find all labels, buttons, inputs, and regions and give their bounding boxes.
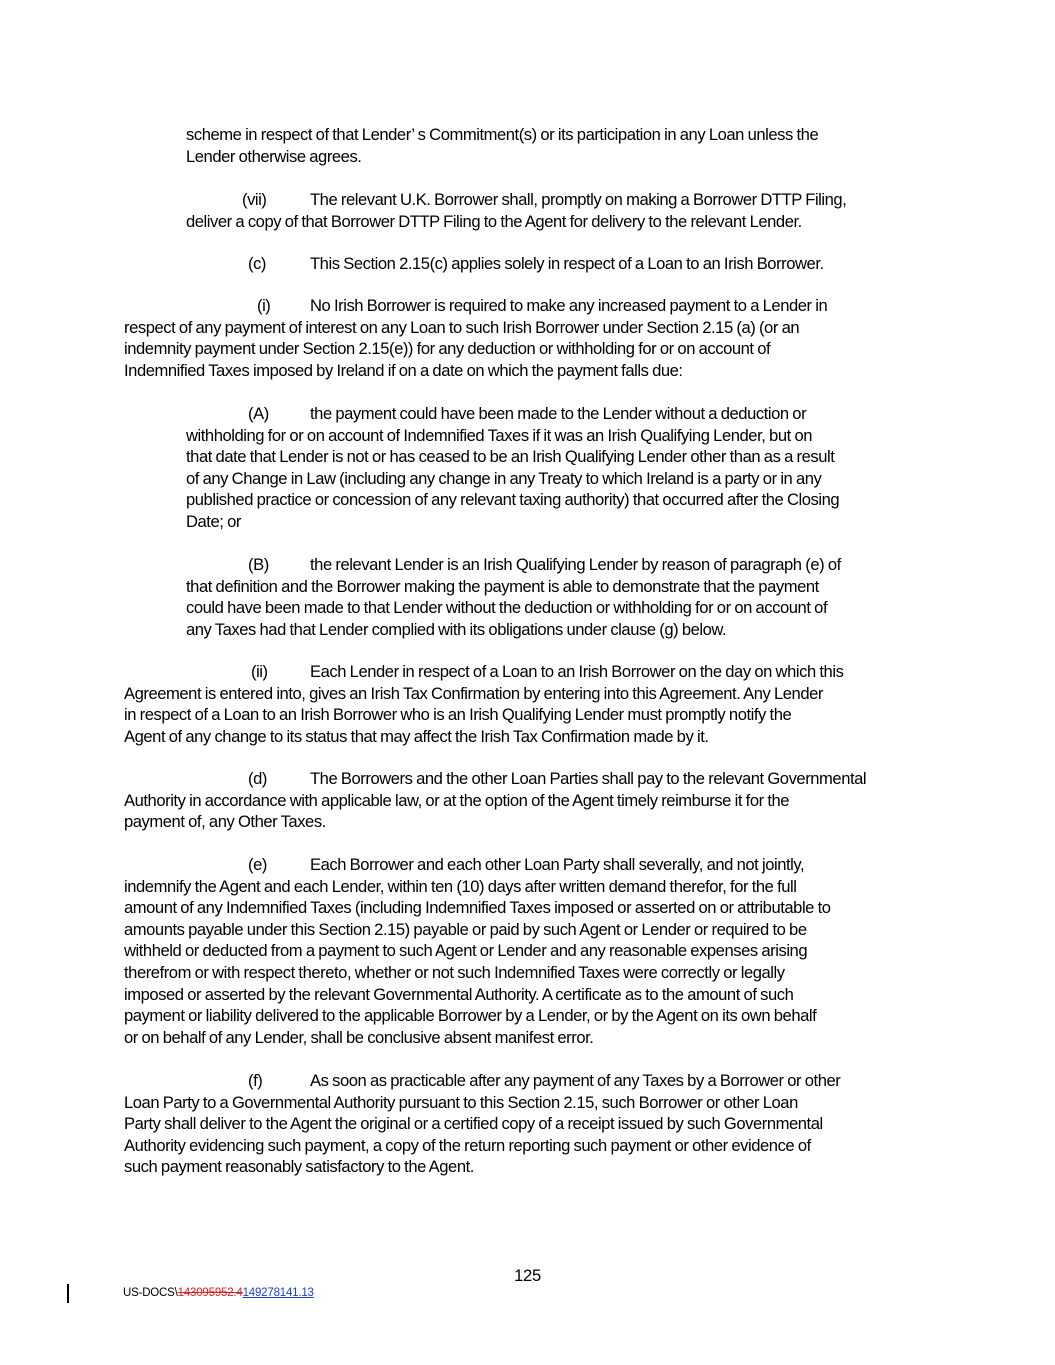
text-line: the payment could have been made to the Lender without a deduction or	[310, 404, 807, 423]
text-line: payment of, any Other Taxes.	[124, 812, 326, 832]
text-line: scheme in respect of that Lender’ s Commitment(s) or its participation in any Loan unless the	[186, 125, 819, 144]
text-line: Each Lender in respect of a Loan to an Irish Borrower on the day on which this	[310, 662, 844, 681]
text-line: or on behalf of any Lender, shall be conclusive absent manifest error.	[124, 1027, 594, 1047]
text-line: Agreement is entered into, gives an Irish Tax Confirmation by entering into this Agreement. Any Lender	[124, 683, 823, 703]
page-number: 125	[514, 1266, 541, 1285]
text-line: withheld or deducted from a payment to such Agent or Lender and any reasonable expenses arising	[124, 941, 808, 961]
text-line: Lender otherwise agrees.	[186, 146, 362, 166]
text-line: the relevant Lender is an Irish Qualifying Lender by reason of paragraph (e) of	[310, 555, 841, 574]
text-line: that definition and the Borrower making the payment is able to demonstrate that the payment	[186, 576, 819, 596]
document-id-inserted: 149278141.13	[242, 1287, 314, 1299]
text-line: amount of any Indemnified Taxes (including Indemnified Taxes imposed or asserted on or attributable to	[124, 898, 831, 918]
text-line: of any Change in Law (including any change in any Treaty to which Ireland is a party or in any	[186, 468, 822, 488]
clause-marker-e: (e)	[248, 855, 267, 874]
clause-marker-f: (f)	[248, 1071, 263, 1090]
text-line: indemnity payment under Section 2.15(e)) for any deduction or withholding for or on account of	[124, 339, 771, 359]
text-line: published practice or concession of any relevant taxing authority) that occurred after the Closing	[186, 490, 840, 510]
text-line: Loan Party to a Governmental Authority pursuant to this Section 2.15, such Borrower or other Loan	[124, 1092, 798, 1112]
text-line: in respect of a Loan to an Irish Borrower who is an Irish Qualifying Lender must promptly notify the	[124, 705, 792, 725]
text-line: indemnify the Agent and each Lender, within ten (10) days after written demand therefor, for the full	[124, 876, 797, 896]
text-line: therefrom or with respect thereto, whether or not such Indemnified Taxes were correctly or legally	[124, 962, 785, 982]
text-line: As soon as practicable after any payment of any Taxes by a Borrower or other	[310, 1071, 841, 1090]
paragraph-d	[124, 768, 867, 833]
paragraph-B	[186, 554, 841, 640]
paragraph-i	[124, 295, 828, 381]
text-line: This Section 2.15(c) applies solely in respect of a Loan to an Irish Borrower.	[310, 254, 824, 273]
clause-marker-i: (i)	[257, 296, 271, 315]
text-line: The relevant U.K. Borrower shall, promptly on making a Borrower DTTP Filing,	[310, 190, 847, 209]
text-line: such payment reasonably satisfactory to the Agent.	[124, 1157, 474, 1177]
text-line: respect of any payment of interest on any Loan to such Irish Borrower under Section 2.15 (a) (or an	[124, 317, 800, 337]
clause-marker-d: (d)	[248, 769, 267, 788]
text-line: Each Borrower and each other Loan Party shall severally, and not jointly,	[310, 855, 805, 874]
text-line: Party shall deliver to the Agent the original or a certified copy of a receipt issued by such Governmental	[124, 1114, 823, 1134]
paragraph-A	[186, 403, 839, 533]
text-line: that date that Lender is not or has ceased to be an Irish Qualifying Lender other than as a result	[186, 447, 835, 467]
text-line: Agent of any change to its status that may affect the Irish Tax Confirmation made by it.	[124, 726, 709, 746]
clause-marker-A: (A)	[248, 404, 269, 423]
paragraph-vii	[186, 189, 847, 232]
revision-change-bar	[67, 1284, 69, 1303]
paragraph-ii	[124, 661, 844, 747]
text-line: payment or liability delivered to the applicable Borrower by a Lender, or by the Agent on its own behalf	[124, 1006, 817, 1026]
clause-marker-B: (B)	[248, 555, 269, 574]
document-id-deleted: 143095952.4	[177, 1287, 243, 1299]
clause-marker-c: (c)	[248, 254, 266, 273]
text-line: withholding for or on account of Indemnified Taxes if it was an Irish Qualifying Lender, but on	[186, 425, 812, 445]
text-line: No Irish Borrower is required to make any increased payment to a Lender in	[310, 296, 828, 315]
document-id-prefix: US-DOCS\	[123, 1287, 178, 1299]
text-line: Indemnified Taxes imposed by Ireland if on a date on which the payment falls due:	[124, 360, 683, 380]
document-id-footer	[123, 1286, 314, 1301]
text-line: Authority evidencing such payment, a copy of the return reporting such payment or other evidence of	[124, 1135, 811, 1155]
paragraph-e	[124, 854, 831, 1048]
text-line: could have been made to that Lender without the deduction or withholding for or on account of	[186, 598, 828, 618]
text-line: imposed or asserted by the relevant Governmental Authority. A certificate as to the amount of such	[124, 984, 794, 1004]
text-line: any Taxes had that Lender complied with its obligations under clause (g) below.	[186, 619, 727, 639]
paragraph-f	[124, 1070, 841, 1178]
clause-marker-ii: (ii)	[251, 662, 268, 681]
paragraph-scheme-continuation	[186, 124, 818, 167]
text-line: deliver a copy of that Borrower DTTP Filing to the Agent for delivery to the relevant Lender.	[186, 211, 802, 231]
text-line: amounts payable under this Section 2.15) payable or paid by such Agent or Lender or required to be	[124, 919, 807, 939]
text-line: Date; or	[186, 511, 241, 531]
clause-marker-vii: (vii)	[242, 190, 267, 209]
text-line: The Borrowers and the other Loan Parties shall pay to the relevant Governmental	[310, 769, 867, 788]
text-line: Authority in accordance with applicable law, or at the option of the Agent timely reimburse it for the	[124, 790, 790, 810]
paragraph-c	[310, 253, 824, 275]
